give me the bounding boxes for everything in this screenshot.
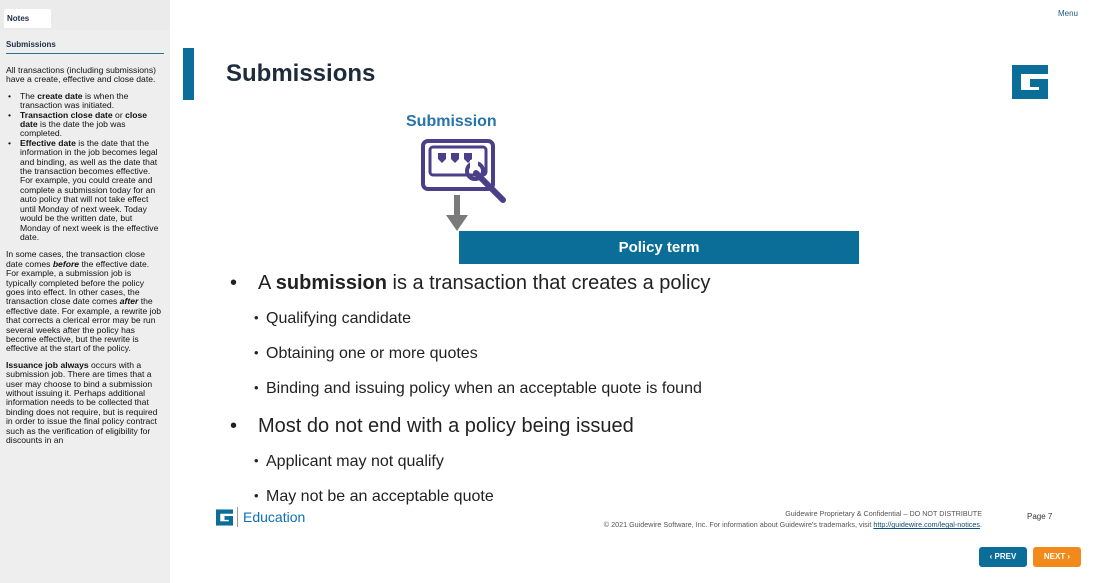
legal-notices-link[interactable]: http://guidewire.com/legal-notices xyxy=(873,520,980,529)
page-number: Page 7 xyxy=(1027,512,1053,521)
notes-bullet: • Transaction close date or close date is the date the job was completed. xyxy=(6,111,162,139)
notes-tab[interactable]: Notes xyxy=(4,9,51,28)
bullet-level1: • A submission is a transaction that creates a policy xyxy=(230,272,1000,310)
diagram-label: Submission xyxy=(406,113,497,130)
footer-copyright: © 2021 Guidewire Software, Inc. For information about Guidewire's trademarks, visit http://guidewire.com/legal-notices. xyxy=(603,520,982,529)
notes-body xyxy=(6,54,162,445)
notes-bullet-list xyxy=(6,92,162,243)
bullet-level2: • Obtaining one or more quotes xyxy=(230,345,1000,380)
notes-sidebar xyxy=(0,0,170,583)
notes-paragraph: Issuance job always occurs with a submission job. There are times that a user may choose to bind a submission without issuing it. Perhaps additional information needs to be collected that binding does not require, but is required in order to issue the final policy contract such as the verification of eligibility for discounts in an xyxy=(6,359,158,446)
guidewire-logo-small-icon xyxy=(216,509,233,526)
title-accent-bar xyxy=(183,48,194,100)
notes-paragraph: In some cases, the transaction close date comes before the effective date. For example, a submission job is typically completed before the policy goes into effect. In other cases, the transaction close date comes after the effective date. For example, a rewrite job that corrects a clerical error may be run several weeks after the policy has become effective, but the rewrite is effective at the start of the policy. xyxy=(6,249,162,354)
footer-legal xyxy=(500,508,982,530)
bullet-level1: • Most do not end with a policy being issued xyxy=(230,415,1000,453)
bullet-level2: • Applicant may not qualify xyxy=(230,453,1000,488)
footer-brand xyxy=(216,507,324,529)
brand-separator xyxy=(237,507,238,527)
brand-education-label: Education xyxy=(243,509,306,525)
next-button[interactable]: NEXT › xyxy=(1033,547,1081,567)
notes-bullet: • The create date is when the transaction was initiated. xyxy=(6,92,162,111)
guidewire-logo-icon xyxy=(1012,65,1048,99)
policy-term-bar: Policy term xyxy=(459,231,859,264)
prev-button[interactable]: ‹ PREV xyxy=(979,547,1027,567)
notes-intro: All transactions (including submissions) have a create, effective and close date. xyxy=(6,65,156,85)
notes-bullet: • Effective date is the date that the information in the job becomes legal and binding, as well as the date that the transaction becomes effective. For example, you could create and complete a submission today for an auto policy that will not take effect until Monday of next week. Today would be the written date, but Monday of next week is the effective date. xyxy=(6,139,162,242)
notes-title: Submissions xyxy=(6,36,164,54)
notes-panel[interactable] xyxy=(0,30,170,583)
bullet-level2: • May not be an acceptable quote xyxy=(230,488,1000,523)
bullet-level2: • Qualifying candidate xyxy=(230,310,1000,345)
footer-confidential: Guidewire Proprietary & Confidential – DO NOT DISTRIBUTE xyxy=(785,509,982,518)
down-arrow-icon xyxy=(445,193,469,233)
slide-bullets xyxy=(230,272,1000,523)
menu-link[interactable]: Menu xyxy=(1057,9,1078,18)
slide-title: Submissions xyxy=(226,60,376,87)
bullet-level2: • Binding and issuing policy when an acceptable quote is found xyxy=(230,380,1000,415)
